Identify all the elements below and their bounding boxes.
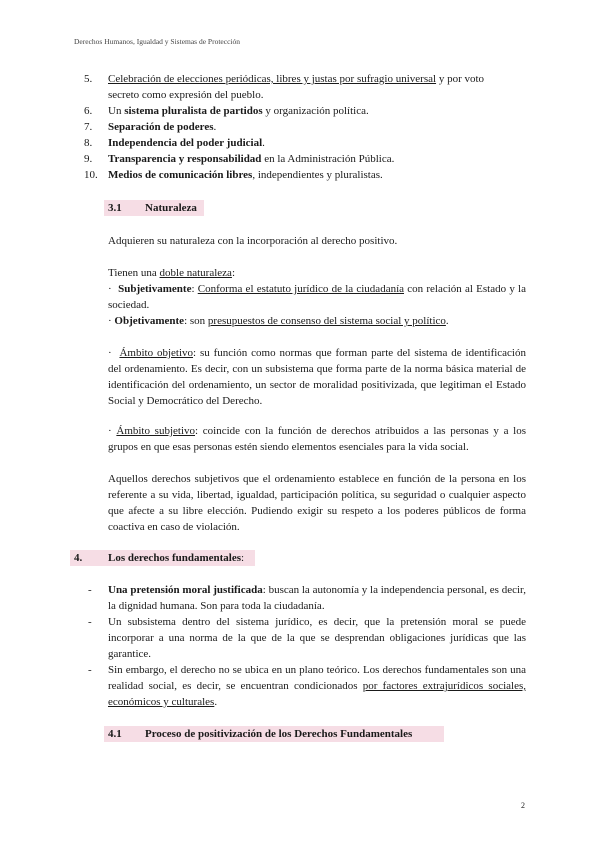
text-underlined: Ámbito subjetivo bbox=[116, 425, 196, 437]
bullet-dot: · bbox=[108, 347, 112, 359]
text: . bbox=[445, 315, 449, 327]
list-text: . bbox=[262, 137, 265, 149]
dash-bullet: - bbox=[88, 664, 92, 676]
list-number: 10. bbox=[84, 169, 98, 181]
text: : buscan la autonomía y la independencia personal, es decir, la dignidad humana. Son para toda la ciudadanía. bbox=[108, 584, 526, 612]
section-title: Proceso de positivización de los Derechos Fundamentales bbox=[145, 728, 413, 740]
paragraph-objetivamente bbox=[108, 313, 526, 329]
text: . bbox=[214, 696, 218, 708]
list-number: 7. bbox=[84, 121, 93, 133]
list-text: Un bbox=[108, 105, 125, 117]
list-text-underlined: Celebración de elecciones periódicas, libres y justas por sufragio universal bbox=[108, 73, 437, 85]
list-item bbox=[84, 119, 524, 135]
list-number: 8. bbox=[84, 137, 93, 149]
list-number: 9. bbox=[84, 153, 93, 165]
text-underlined: doble naturaleza bbox=[159, 267, 232, 279]
paragraph-ambito-subjetivo bbox=[108, 423, 526, 455]
page-number: 2 bbox=[521, 801, 525, 810]
text: : coincide con la función de derechos atribuidos a las personas y a los grupos en que esas personas estén siendo elementos esenciales para la vida social. bbox=[108, 425, 527, 453]
dash-bullet: - bbox=[88, 616, 92, 628]
list-text-bold: sistema pluralista de partidos bbox=[124, 105, 263, 117]
list-number: 5. bbox=[84, 73, 93, 85]
dash-list-item bbox=[88, 662, 526, 710]
paragraph: Adquieren su naturaleza con la incorporación al derecho positivo. bbox=[108, 235, 398, 247]
bullet-dot: · bbox=[108, 283, 112, 295]
section-number: 3.1 bbox=[108, 202, 122, 214]
list-text: . bbox=[213, 121, 217, 133]
list-item bbox=[84, 167, 524, 183]
text: Un subsistema dentro del sistema jurídico, es decir, que la pretensión moral se puede incorporar a una norma de la que de la que se desprendan obligaciones jurídicas que las garantice. bbox=[108, 616, 526, 660]
dash-list-item bbox=[88, 582, 526, 614]
list-text-bold: Transparencia y responsabilidad bbox=[108, 153, 262, 165]
paragraph-ambito-objetivo bbox=[108, 345, 526, 409]
list-continuation: secreto como expresión del pueblo. bbox=[108, 89, 264, 101]
list-item bbox=[84, 135, 524, 151]
text: Tienen una bbox=[108, 267, 160, 279]
section-title: Naturaleza bbox=[145, 202, 197, 214]
dash-list-item bbox=[88, 614, 526, 662]
text-underlined: presupuestos de consenso del sistema social y político bbox=[207, 315, 446, 327]
term-bold: Subjetivamente bbox=[118, 283, 192, 295]
term-bold: Una pretensión moral justificada bbox=[108, 584, 263, 596]
paragraph-subjetivamente bbox=[108, 281, 526, 313]
bullet-dot: · bbox=[108, 425, 112, 437]
text: : son bbox=[184, 315, 208, 327]
list-text-bold: Medios de comunicación libres bbox=[108, 169, 253, 181]
list-text: en la Administración Pública. bbox=[261, 153, 395, 165]
dash-bullet: - bbox=[88, 584, 92, 596]
list-item bbox=[84, 103, 524, 119]
text: Sin embargo, el derecho no se ubica en un plano teórico. Los derechos fundamentales son una realidad social, es decir, se encuentran condicionados bbox=[108, 664, 526, 692]
bullet-dot: · bbox=[108, 315, 112, 327]
section-number: 4.1 bbox=[108, 728, 122, 740]
term-bold: Objetivamente bbox=[114, 315, 185, 327]
text-underlined: Ámbito objetivo bbox=[119, 347, 194, 359]
text: : bbox=[231, 267, 235, 279]
text: con relación al Estado y la sociedad. bbox=[108, 283, 526, 311]
text: : bbox=[191, 283, 198, 295]
paragraph bbox=[108, 265, 526, 281]
paragraph: Aquellos derechos subjetivos que el ordenamiento establece en función de la persona en los referente a su vida, libertad, igualdad, participación política, su seguridad o cualquier aspecto que afecte a su libre elección. Pudiendo exigir su respeto a los poderes públicos de forma coactiva en caso de violación. bbox=[108, 473, 526, 533]
text: : su función como normas que forman parte del sistema de identificación del ordenamiento. Es decir, con un subsistema que forma parte de la norma básica material de identificación del ordenamiento, un sector de moralidad positivizada, que legitiman el Estado Social y Democrático del Derecho. bbox=[108, 347, 526, 407]
list-text: y organización política. bbox=[262, 105, 369, 117]
list-number: 6. bbox=[84, 105, 93, 117]
section-title-text: Los derechos fundamentales bbox=[108, 552, 242, 564]
colon: : bbox=[241, 552, 245, 564]
list-text-bold: Independencia del poder judicial bbox=[108, 137, 263, 149]
list-text: y por voto bbox=[436, 73, 485, 85]
running-header: Derechos Humanos, Igualdad y Sistemas de Protección bbox=[74, 37, 240, 46]
text-underlined: Conforma el estatuto jurídico de la ciudadanía bbox=[197, 283, 405, 295]
list-text-bold: Separación de poderes bbox=[108, 121, 214, 133]
list-item bbox=[84, 71, 524, 103]
section-title bbox=[108, 550, 244, 566]
list-text: , independientes y pluralistas. bbox=[252, 169, 383, 181]
section-number: 4. bbox=[74, 552, 83, 564]
text-underlined: por factores extrajurídicos sociales, económicos y culturales bbox=[108, 680, 526, 708]
list-item bbox=[84, 151, 524, 167]
